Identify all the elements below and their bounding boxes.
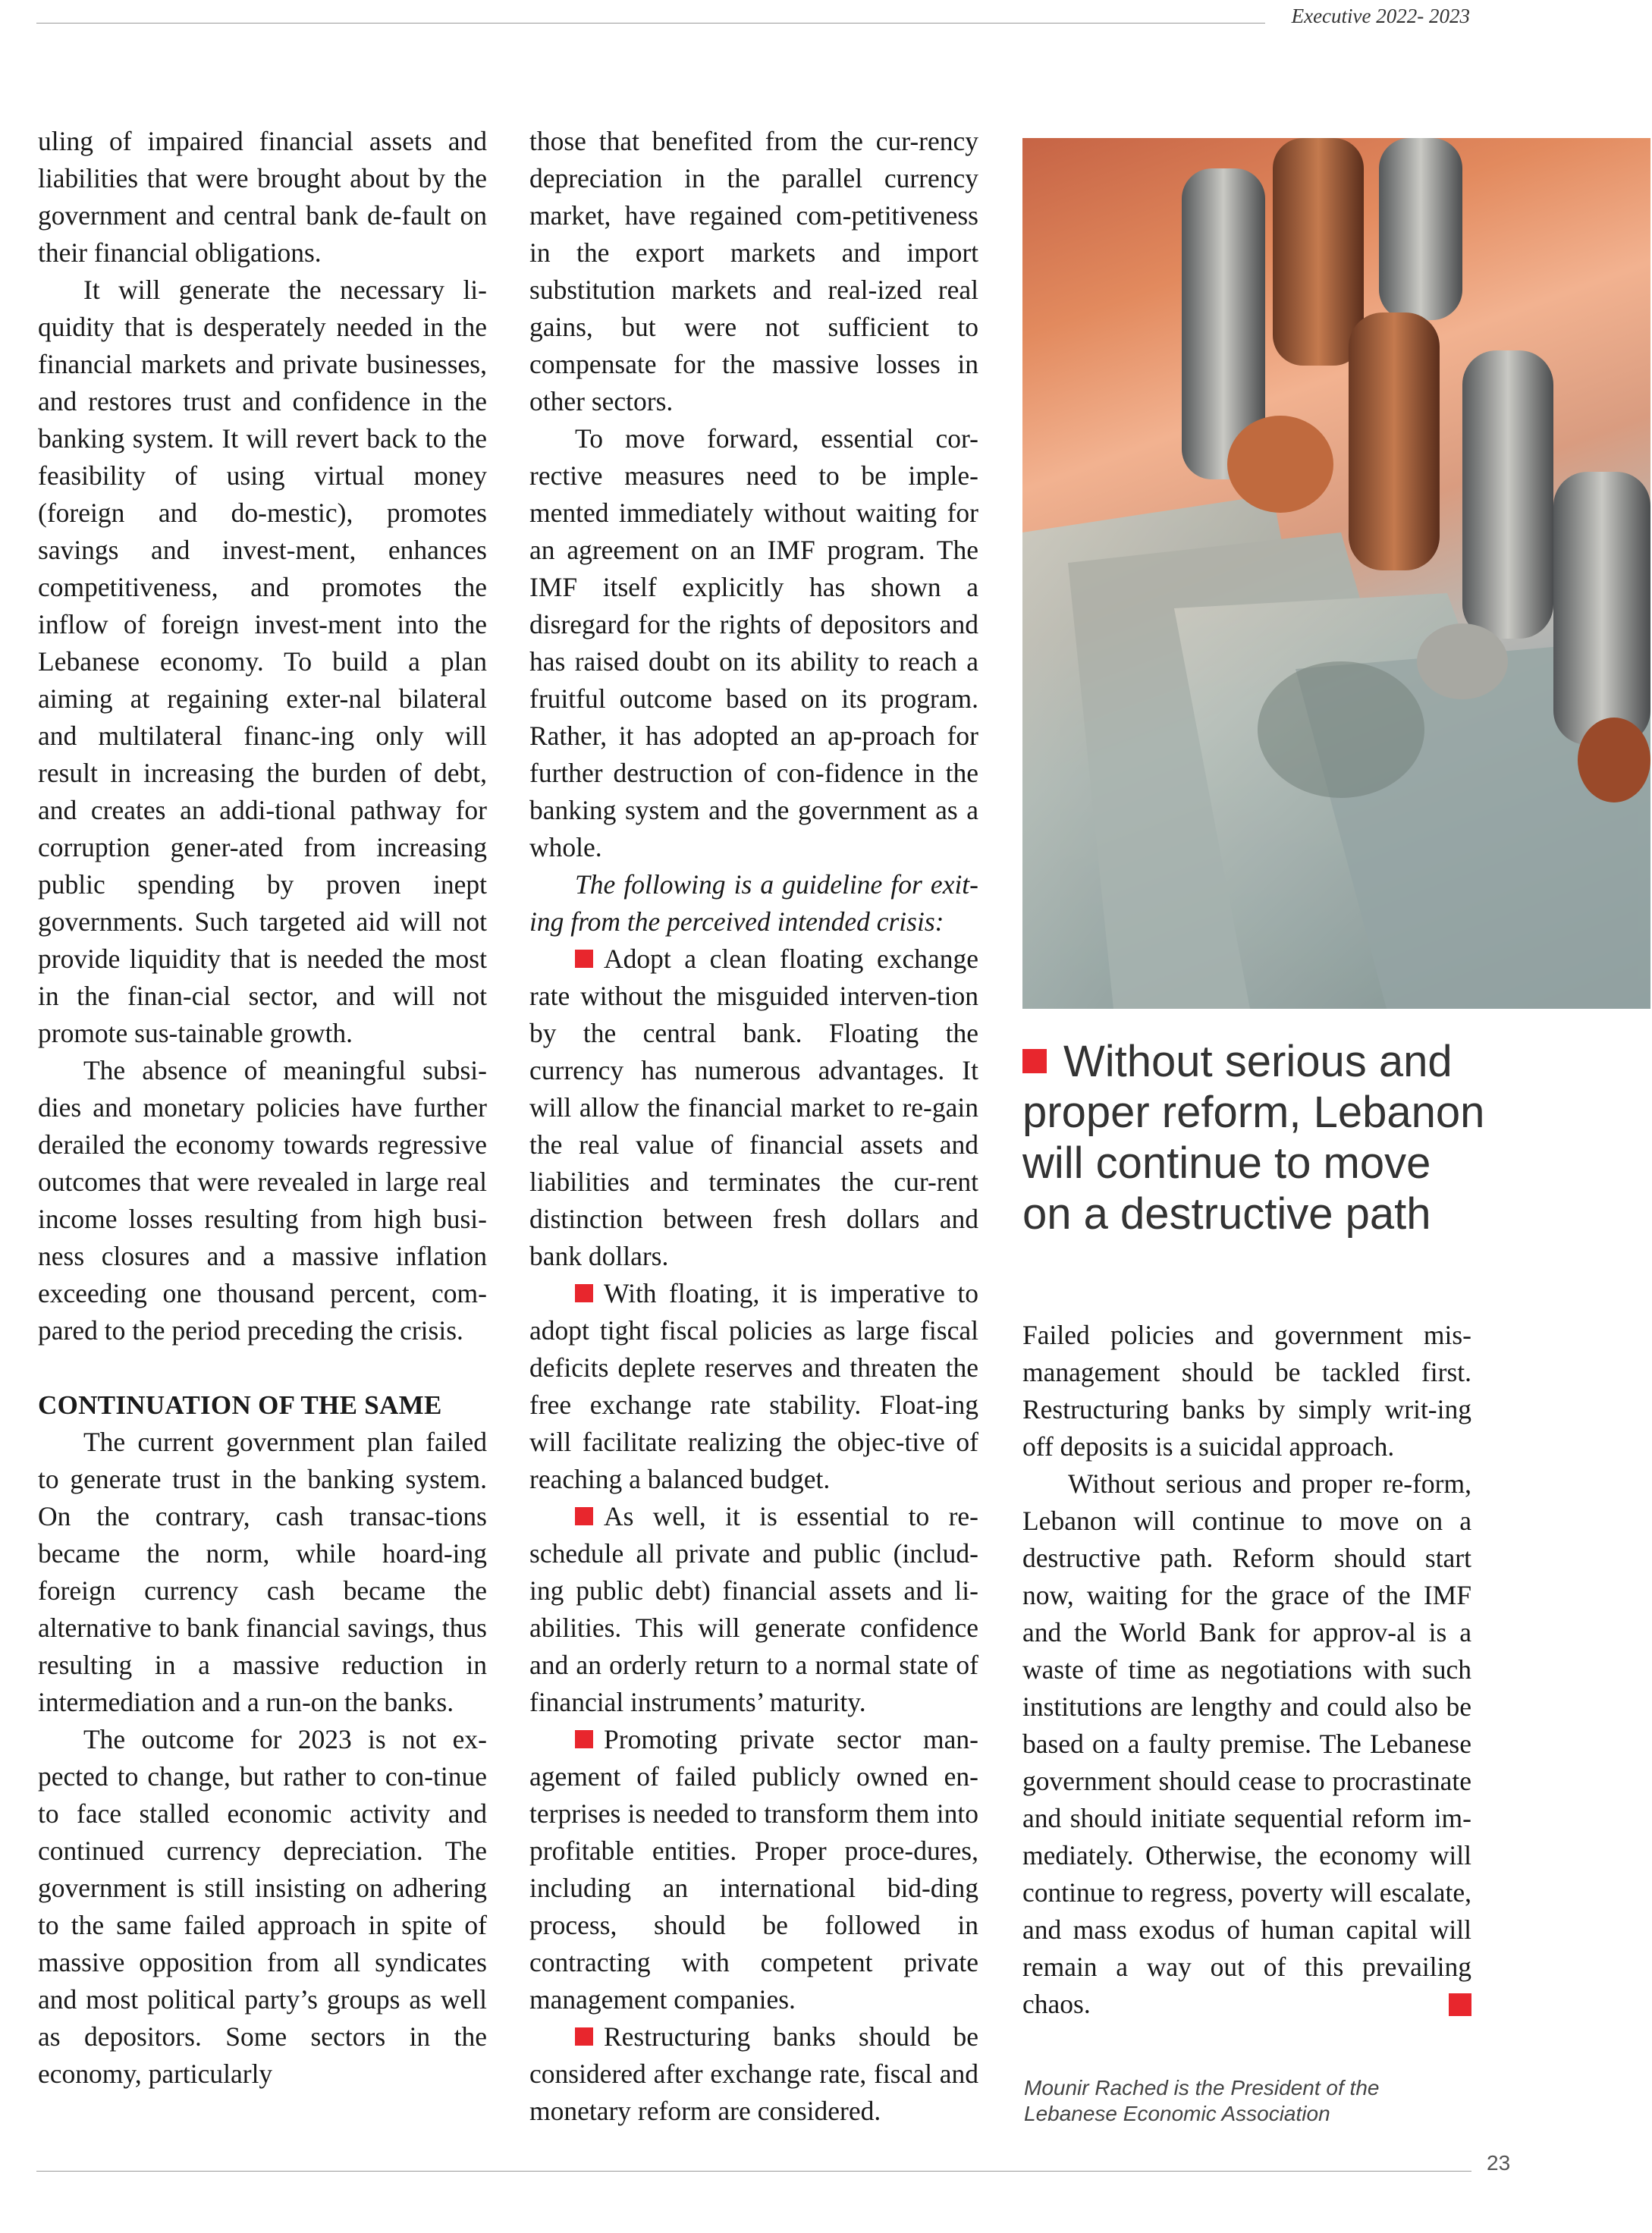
paragraph-text: Without serious and proper re-form, Lebanon will continue to move on a destructive path. Reform should start now, waiting for the grace of the IMF and the World Bank for approv-al is a waste of time as negotiations with such institutions are lengthy and could also be based on a faulty premise. The Lebanese government should cease to procrastinate and should initiate sequential reform im-mediately. Otherwise, the economy will continue to regress, poverty will escalate, and mass exodus of human capital will remain a way out of this prevailing chaos. xyxy=(1022,1468,1471,2019)
paragraph: It will generate the necessary li-quidity that is desperately needed in the financial markets and private businesses, and restores trust and confidence in the banking system. It will revert back to the feasibility of using virtual money (foreign and do-mestic), promotes savings and invest-ment, enhances competitiveness, and promotes the inflow of foreign invest-ment into the Lebanese economy. To build a plan aiming at regaining exter-nal bilateral and multilateral financ-ing only will result in increasing the burden of debt, and creates an addi-tional pathway for corruption gener-ated from increasing public spending by proven inept governments. Such targeted aid will not provide liquidity that is needed the most in the finan-cial sector, and will not promote sus-tainable growth. xyxy=(38,275,487,1048)
coins-and-dollars-photo xyxy=(1022,138,1650,1009)
bullet-item xyxy=(529,1721,978,2018)
header-rule xyxy=(36,23,1265,24)
column-3 xyxy=(1022,1317,1509,2023)
paragraph: uling of impaired financial assets and liabilities that were brought about by the government and central bank de-fault on their financial obligations. xyxy=(38,126,487,268)
bullet-square-icon xyxy=(575,1730,593,1748)
footer-rule xyxy=(36,2171,1471,2172)
bullet-text: Adopt a clean floating exchange rate without the misguided interven-tion by the central bank. Floating the currency has numerous advantages. It will allow the financial market to re-gain the real value of financial assets and liabilities and terminates the cur-rent distinction between fresh dollars and bank dollars. xyxy=(529,944,978,1271)
author-byline: Mounir Rached is the President of the Lebanese Economic Association xyxy=(1024,2076,1380,2125)
guideline-lead: The following is a guideline for exit-ing from the perceived intended crisis: xyxy=(529,869,978,937)
column-2 xyxy=(529,123,978,2130)
bullet-item xyxy=(529,2018,978,2130)
bullet-square-icon xyxy=(575,1507,593,1525)
paragraph: those that benefited from the cur-rency depreciation in the parallel currency market, have regained com-petitiveness in the export markets and import substitution markets and real-ized real gains, but were not sufficient to compensate for the massive losses in other sectors. xyxy=(529,126,978,416)
photo-illustration xyxy=(1022,138,1650,1009)
bullet-text: As well, it is essential to re-schedule all private and public (includ-ing public debt) financial assets and li-abilities. This will generate confidence and an orderly return to a normal state of financial instruments’ maturity. xyxy=(529,1501,978,1717)
paragraph: The current government plan failed to generate trust in the banking system. On the contrary, cash transac-tions became the norm, while hoard-ing foreign currency cash became the alternative to bank financial savings, thus resulting in a massive reduction in intermediation and a run-on the banks. xyxy=(38,1427,487,1717)
paragraph xyxy=(1022,1465,1509,2023)
bullet-text: With floating, it is imperative to adopt tight fiscal policies as large fiscal deficits deplete reserves and threaten the free exchange rate stability. Float-ing will facilitate realizing the objec-tive of reaching a balanced budget. xyxy=(529,1278,978,1494)
page-number: 23 xyxy=(1487,2151,1511,2175)
paragraph: Failed policies and government mis-management should be tackled first. Restructuring banks by simply writ-ing off deposits is a suicidal approach. xyxy=(1022,1320,1471,1462)
pull-quote xyxy=(1022,1036,1485,1239)
paragraph: The absence of meaningful subsi-dies and monetary policies have further derailed the economy towards regressive outcomes that were revealed in large real income losses resulting from high busi-ness closures and a massive inflation exceeding one thousand percent, com-pared to the period preceding the crisis. xyxy=(38,1055,487,1346)
section-heading: CONTINUATION OF THE SAME xyxy=(38,1390,442,1420)
bullet-text: Restructuring banks should be considered after exchange rate, fiscal and monetary reform are considered. xyxy=(529,2021,978,2126)
bullet-square-icon xyxy=(575,1284,593,1302)
pull-quote-text: Without serious and proper reform, Lebanon will continue to move on a destructive path xyxy=(1022,1037,1485,1239)
paragraph: The outcome for 2023 is not ex-pected to change, but rather to con-tinue to face stalled economic activity and continued currency depreciation. The government is still insisting on adhering to the same failed approach in spite of massive opposition from all syndicates and most political party’s groups as well as depositors. Some sectors in the economy, particularly xyxy=(38,1724,487,2089)
running-head: Executive 2022- 2023 xyxy=(1291,5,1470,27)
bullet-item xyxy=(529,941,978,1275)
bullet-item xyxy=(529,1275,978,1498)
column-1 xyxy=(38,123,487,2093)
bullet-item xyxy=(529,1498,978,1721)
pull-quote-square-icon xyxy=(1022,1049,1047,1073)
end-of-article-icon: ■ xyxy=(1449,1993,1471,2016)
paragraph: To move forward, essential cor-rective measures need to be imple-mented immediately without waiting for an agreement on an IMF program. The IMF itself explicitly has shown a disregard for the rights of depositors and has raised doubt on its ability to reach a fruitful outcome based on its program. Rather, it has adopted an ap-proach for further destruction of con-fidence in the banking system and the government as a whole. xyxy=(529,423,978,862)
bullet-text: Promoting private sector man-agement of failed publicly owned en-terprises is needed to transform them into profitable entities. Proper proce-dures, including an international bid-ding process, should be followed in contracting with competent private management companies. xyxy=(529,1724,978,2015)
bullet-square-icon xyxy=(575,950,593,968)
bullet-square-icon xyxy=(575,2027,593,2046)
